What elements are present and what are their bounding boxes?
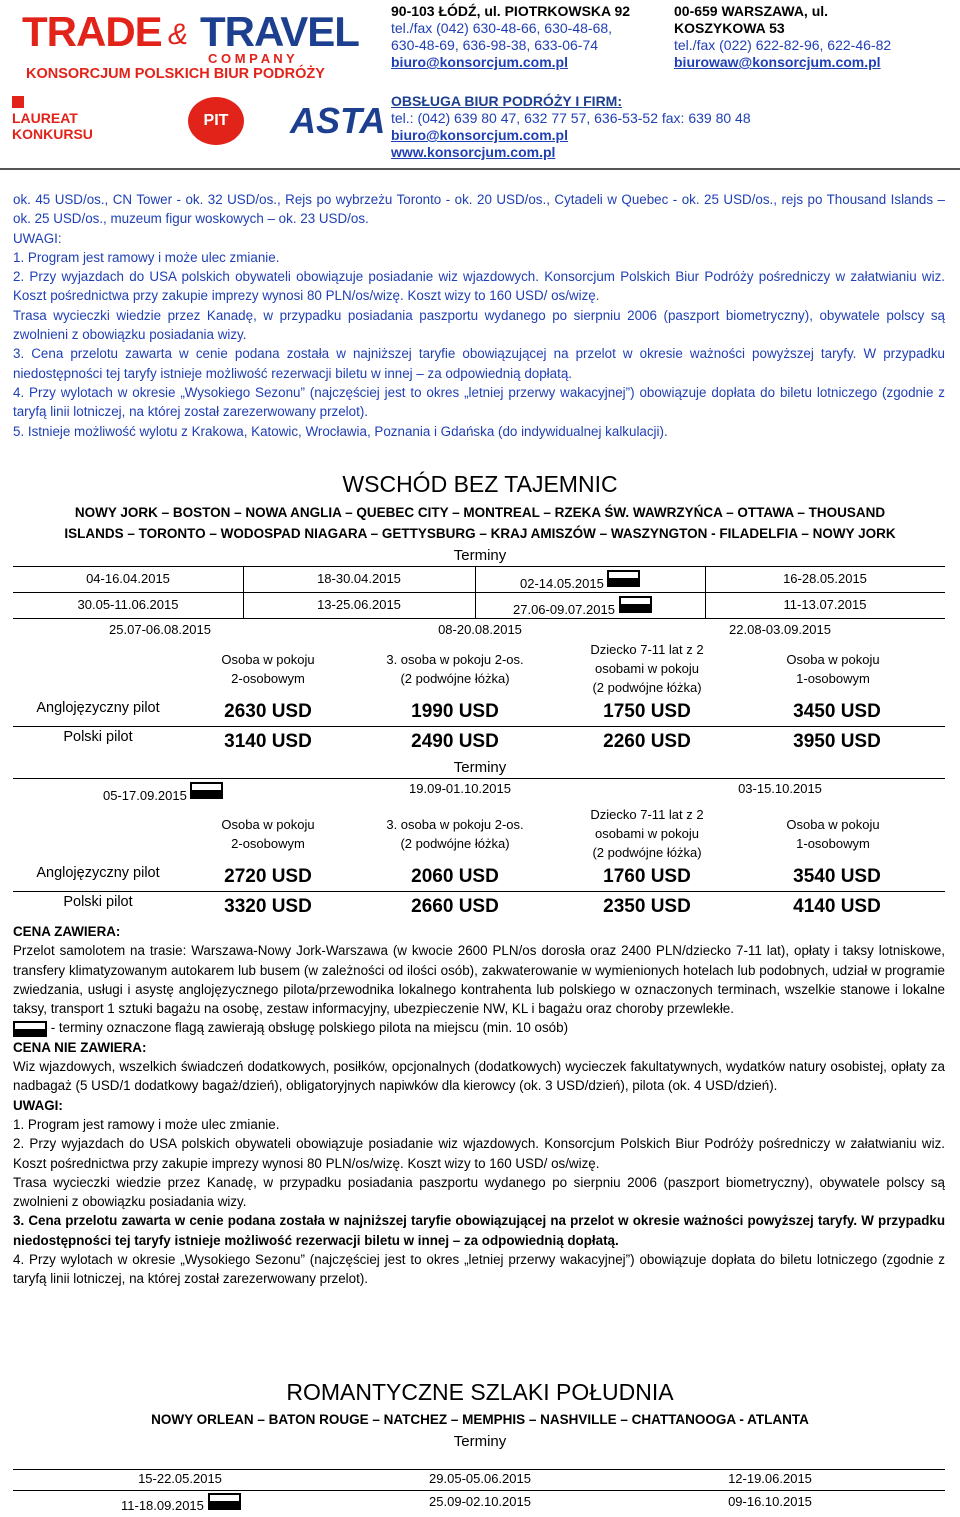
pit-logo (188, 97, 244, 145)
agency-service-phone: tel.: (042) 639 80 47, 632 77 57, 636-53-52 fax: 639 80 48 (391, 110, 751, 126)
tour1-date-6: 13-25.06.2015 (317, 597, 401, 612)
lodz-phone-2: 630-48-69, 636-98-38, 633-06-74 (391, 37, 599, 53)
header-divider (0, 168, 960, 170)
tour1b-row-english-pilot: Anglojęzyczny pilot (36, 865, 160, 881)
tour1-date-2: 18-30.04.2015 (317, 571, 401, 586)
tour1b-col-child-c: (2 podwójne łóżka) (592, 845, 702, 860)
tour1b-col-single-a: Osoba w pokoju (786, 817, 880, 832)
logo-amp: & (168, 18, 189, 51)
tour1b-col-third (370, 815, 540, 853)
pit-logo-text: PIT (203, 112, 229, 129)
tour1-row-polish-pilot: Polski pilot (63, 729, 133, 745)
tour1b-col-single-b: 1-osobowym (796, 836, 870, 851)
flag-note-text: - terminy oznaczone flagą zawierają obsługę polskiego pilota na miejscu (min. 10 osób) (50, 1020, 569, 1036)
intro-note-4: 4. Przy wylotach w okresie „Wysokiego Sezonu” (najczęściej jest to okres „letniej przerwy wakacyjnej”) obowiązuje dopłata do biletu lotniczego (zgodnie z taryfą linii lotniczej, na której został zarezerwowany przelot). (13, 384, 945, 420)
tour1-col-child-c: (2 podwójne łóżka) (592, 680, 702, 695)
tour2-date-4-text: 11-18.09.2015 (121, 1498, 204, 1513)
agency-service (391, 93, 951, 161)
lodz-address: 90-103 ŁÓDŹ, ul. PIOTRKOWSKA 92 (391, 3, 631, 19)
tour1b-col-double-a: Osoba w pokoju (221, 817, 315, 832)
tour1-terminy2-heading: Terminy (453, 759, 507, 776)
tour1-date-11: 22.08-03.09.2015 (729, 622, 831, 637)
tour1-col-child (562, 640, 732, 697)
warsaw-phone: tel./fax (022) 622-82-96, 622-46-82 (674, 37, 892, 53)
tour1b-price-pl-third: 2660 USD (411, 896, 499, 917)
tour1b-price-en-child: 1760 USD (603, 866, 691, 887)
tour1-col-third-a: 3. osoba w pokoju 2-os. (386, 652, 524, 667)
intro-note-3 (13, 344, 945, 383)
tour1-date-3-text: 02-14.05.2015 (520, 576, 604, 591)
polish-flag-icon (607, 570, 640, 587)
company-logo (22, 8, 372, 88)
price-details (13, 922, 945, 1289)
tour2-terminy-heading: Terminy (453, 1433, 507, 1450)
agency-website-link[interactable]: www.konsorcjum.com.pl (391, 144, 556, 160)
tour1b-col-child-b: osobami w pokoju (594, 826, 700, 841)
notes-2a: 2. Przy wyjazdach do USA polskich obywateli obowiązuje posiadanie wiz wjazdowych. Konsorcjum Polskich Biur Podróży pośredniczy w załatwianiu wiz. Koszt pośrednictwa przy zakupie imprezy wynosi 80 PLN/os/wizę. Koszt wizy to 160 USD/ os/wizę. (13, 1136, 945, 1171)
intro-notes (13, 190, 945, 441)
tour1-title: WSCHÓD BEZ TAJEMNIC (342, 471, 618, 497)
agency-service-title: OBSŁUGA BIUR PODRÓŻY I FIRM: (391, 93, 622, 109)
tour1-date-4: 16-28.05.2015 (783, 571, 867, 586)
warsaw-address-2: KOSZYKOWA 53 (674, 20, 785, 36)
tour1-col-single-b: 1-osobowym (796, 671, 870, 686)
tour2-date-3: 12-19.06.2015 (728, 1471, 812, 1486)
tour2-table-line-top (13, 1469, 945, 1470)
tour1b-col-child (562, 805, 732, 862)
lodz-phone-1: tel./fax (042) 630-48-66, 630-48-68, (391, 20, 613, 36)
warsaw-address-1: 00-659 WARSZAWA, ul. (674, 3, 829, 19)
intro-note-1: 1. Program jest ramowy i może ulec zmianie. (13, 249, 280, 265)
tour1-date-1: 04-16.04.2015 (86, 571, 170, 586)
excludes-heading: CENA NIE ZAWIERA: (13, 1039, 147, 1055)
tour1-date-3 (520, 570, 640, 591)
tour1b-col-double (183, 815, 353, 853)
tour1-date2-3: 03-15.10.2015 (738, 781, 822, 796)
tour2-table-line-mid (13, 1490, 945, 1491)
tour1-col-child-a: Dziecko 7-11 lat z 2 (590, 642, 704, 657)
notes-4: 4. Przy wylotach w okresie „Wysokiego Sezonu” (najczęściej jest to okres „letniej przerwy wakacyjnej”) obowiązuje dopłata do biletu lotniczego (zgodnie z taryfą linii lotniczej, na której został zarezerwowany przelot). (13, 1252, 945, 1287)
excludes-text: Wiz wjazdowych, wszelkich świadczeń dodatkowych, posiłków, opcjonalnych (dodatkowych) wycieczek fakultatywnych, wydatków natury osobistej, opłaty za nadbagaż (5 USD/1 dodatkowy bagaż/dzień), obligatoryjnych napiwków dla kierowcy (ok. 3 USD/dzień), pilota (ok. 4 USD/dzień). (13, 1059, 945, 1094)
tour1-terminy-heading: Terminy (453, 547, 507, 564)
tour1-route-line2: ISLANDS – TORONTO – WODOSPAD NIAGARA – GETTYSBURG – KRAJ AMISZÓW – WASZYNGTON - FILADELFIA – NOWY JORK (64, 526, 896, 541)
tour1-date-9: 25.07-06.08.2015 (109, 622, 211, 637)
tour1-price-en-double: 2630 USD (224, 701, 312, 722)
tour1-date-10: 08-20.08.2015 (438, 622, 522, 637)
intro-note-2c: Trasa wycieczki wiedzie przez Kanadę, w przypadku posiadania paszportu wydanego po sierpniu 2006 (paszport biometryczny), obywatele polscy są zwolnieni z obowiązku posiadania wizy. (13, 307, 945, 343)
includes-text: Przelot samolotem na trasie: Warszawa-Nowy Jork-Warszawa (w kwocie 2600 PLN/os dorosła oraz 2400 PLN/dziecko 7-11 lat), opłaty i taksy lotniskowe, transfery klimatyzowanym autokarem lub busem (w zależności od ilości osób), zakwaterowanie w wymienionych hotelach lub podobnych, udział w programie zwiedzania, usługi i asystę anglojęzycznego pilota/przewodnika lokalnego kontrahenta lub polskiego w oznaczonych terminach, wszelkie stanowe i lokalne taksy, transport 1 sztuki bagażu na osobę, zestaw informacyjny, ubezpieczenie NW, KL i bagażu oraz choroby przewlekłe. (13, 943, 945, 1017)
tour1b-col-child-a: Dziecko 7-11 lat z 2 (590, 807, 704, 822)
flag-note (13, 1018, 945, 1037)
polish-flag-icon (619, 596, 652, 613)
tour1b-col-third-b: (2 podwójne łóżka) (400, 836, 510, 851)
logo-company: C O M P A N Y (208, 51, 295, 66)
tour1b-price-en-third: 2060 USD (411, 866, 499, 887)
lodz-office (391, 3, 671, 71)
logo-trade: TRADE (22, 8, 162, 55)
agency-service-email-link[interactable]: biuro@konsorcjum.com.pl (391, 127, 569, 143)
polish-flag-icon (208, 1493, 241, 1510)
tour1b-col-double-b: 2-osobowym (231, 836, 305, 851)
tour2-title: ROMANTYCZNE SZLAKI POŁUDNIA (286, 1379, 674, 1405)
laureat-line2: KONKURSU (12, 126, 93, 142)
notes-heading: UWAGI: (13, 1097, 63, 1113)
intro-uwagi-heading: UWAGI: (13, 230, 62, 246)
tour1-price-pl-single: 3950 USD (793, 731, 881, 752)
notes-2b: Trasa wycieczki wiedzie przez Kanadę, w przypadku posiadania paszportu wydanego po sierpniu 2006 (paszport biometryczny), obywatele polscy są zwolnieni z obowiązku posiadania wizy. (13, 1174, 945, 1210)
lodz-email-link[interactable]: biuro@konsorcjum.com.pl (391, 54, 569, 70)
tour1b-price-pl-single: 4140 USD (793, 896, 881, 917)
tour1-price-en-third: 1990 USD (411, 701, 499, 722)
tour1-price-pl-child: 2260 USD (603, 731, 691, 752)
tour2-date-2: 29.05-05.06.2015 (429, 1471, 531, 1486)
asta-logo-text: ASTA (290, 100, 386, 141)
tour1-date-5: 30.05-11.06.2015 (77, 597, 179, 612)
notes-1: 1. Program jest ramowy i może ulec zmianie. (13, 1116, 280, 1132)
laureat-badge (10, 94, 110, 150)
tour1-col-double (183, 650, 353, 688)
tour1b-price-pl-child: 2350 USD (603, 896, 691, 917)
tour1-col-single (748, 650, 918, 688)
tour2-date-4 (121, 1493, 241, 1513)
logo-travel: TRAVEL (200, 8, 359, 55)
tour1-table2-line-top (13, 778, 945, 779)
intro-note-2 (13, 267, 945, 306)
asta-logo (290, 100, 385, 142)
tour1-date-8: 11-13.07.2015 (783, 597, 867, 612)
tour1-price-divider (13, 726, 945, 727)
tour1-price-pl-third: 2490 USD (411, 731, 499, 752)
tour1-table-line-bot (13, 618, 945, 619)
tour1-col-double-a: Osoba w pokoju (221, 652, 315, 667)
tour1-price-en-child: 1750 USD (603, 701, 691, 722)
tour2-route: NOWY ORLEAN – BATON ROUGE – NATCHEZ – MEMPHIS – NASHVILLE – CHATTANOOGA - ATLANTA (151, 1412, 809, 1427)
tour1b-price-divider (13, 891, 945, 892)
intro-note-5: 5. Istnieje możliwość wylotu z Krakowa, Katowic, Wrocławia, Poznania i Gdańska (do indywidualnej kalkulacji). (13, 423, 668, 439)
tour1-table-line-mid (13, 592, 945, 593)
logo-konsorcjum: KONSORCJUM POLSKICH BIUR PODRÓŻY (26, 66, 325, 82)
intro-note-2a: 2. Przy wyjazdach do USA polskich obywateli obowiązuje posiadanie wiz wjazdowych. (13, 269, 539, 285)
intro-note-3b: W przypadku niedostępności tej taryfy istnieje możliwość rezerwacji biletu w innej – za odpowiednią dopłatą. (13, 346, 945, 381)
intro-note-3a: 3. Cena przelotu zawarta w cenie podana została w najniższej taryfie obowiązującej na przelot w okresie ważności powyższej taryfy. (13, 346, 857, 362)
intro-note-2b: Konsorcjum Polskich Biur Podróży pośredniczy w załatwianiu wiz. Koszt pośrednictwa przy zakupie imprezy wynosi 80 PLN/os/wizę. Koszt wizy to 160 USD/ os/wizę. (13, 269, 945, 304)
tour1-route-line1: NOWY JORK – BOSTON – NOWA ANGLIA – QUEBEC CITY – MONTREAL – RZEKA ŚW. WAWRZYŃCA – OTTAWA – THOUSAND (74, 505, 886, 520)
tour1b-price-en-single: 3540 USD (793, 866, 881, 887)
tour1-col-single-a: Osoba w pokoju (786, 652, 880, 667)
tour1b-price-en-double: 2720 USD (224, 866, 312, 887)
tour1b-price-pl-double: 3320 USD (224, 896, 312, 917)
tour1b-col-third-a: 3. osoba w pokoju 2-os. (386, 817, 524, 832)
tour2-date-5: 25.09-02.10.2015 (429, 1494, 531, 1509)
tour1-date2-2: 19.09-01.10.2015 (409, 781, 511, 796)
tour1-row-english-pilot: Anglojęzyczny pilot (36, 700, 160, 716)
polish-flag-icon (190, 782, 223, 799)
warsaw-email-link[interactable]: biurowaw@konsorcjum.com.pl (674, 54, 881, 70)
intro-excursion-prices: ok. 45 USD/os., CN Tower - ok. 32 USD/os., Rejs po wybrzeżu Toronto - ok. 20 USD/os., Cytadeli w Quebec - ok. 25 USD/os., rejs po Thousand Islands – ok. 25 USD/os., muzeum figur woskowych – ok. 23 USD/os. (13, 192, 945, 227)
tour2-date-1: 15-22.05.2015 (138, 1471, 222, 1486)
warsaw-office (674, 3, 954, 71)
tour1-col-third-b: (2 podwójne łóżka) (400, 671, 510, 686)
tour1-col-third (370, 650, 540, 688)
tour1-price-en-single: 3450 USD (793, 701, 881, 722)
tour1b-col-single (748, 815, 918, 853)
tour1-date2-1-text: 05-17.09.2015 (103, 788, 187, 803)
tour2-date-6: 09-16.10.2015 (728, 1494, 812, 1509)
includes-heading: CENA ZAWIERA: (13, 924, 121, 939)
tour1-col-double-b: 2-osobowym (231, 671, 305, 686)
tour1-col-child-b: osobami w pokoju (594, 661, 700, 676)
tour1-date-7-text: 27.06-09.07.2015 (513, 602, 615, 617)
tour1-date-7 (513, 596, 652, 617)
tour1b-row-polish-pilot: Polski pilot (63, 894, 133, 910)
tour1-date2-1 (103, 782, 223, 803)
tour1-price-pl-double: 3140 USD (224, 731, 312, 752)
tour1-table-line-top (13, 566, 945, 567)
laureat-ribbon-icon (12, 96, 24, 108)
laureat-line1: LAUREAT (12, 110, 78, 126)
notes-3: 3. Cena przelotu zawarta w cenie podana została w najniższej taryfie obowiązującej na przelot w okresie ważności powyższej taryfy. W przypadku niedostępności tej taryfy istnieje możliwość rezerwacji biletu w innej – za odpowiednią dopłatą. (13, 1213, 945, 1248)
polish-flag-icon (13, 1021, 47, 1037)
